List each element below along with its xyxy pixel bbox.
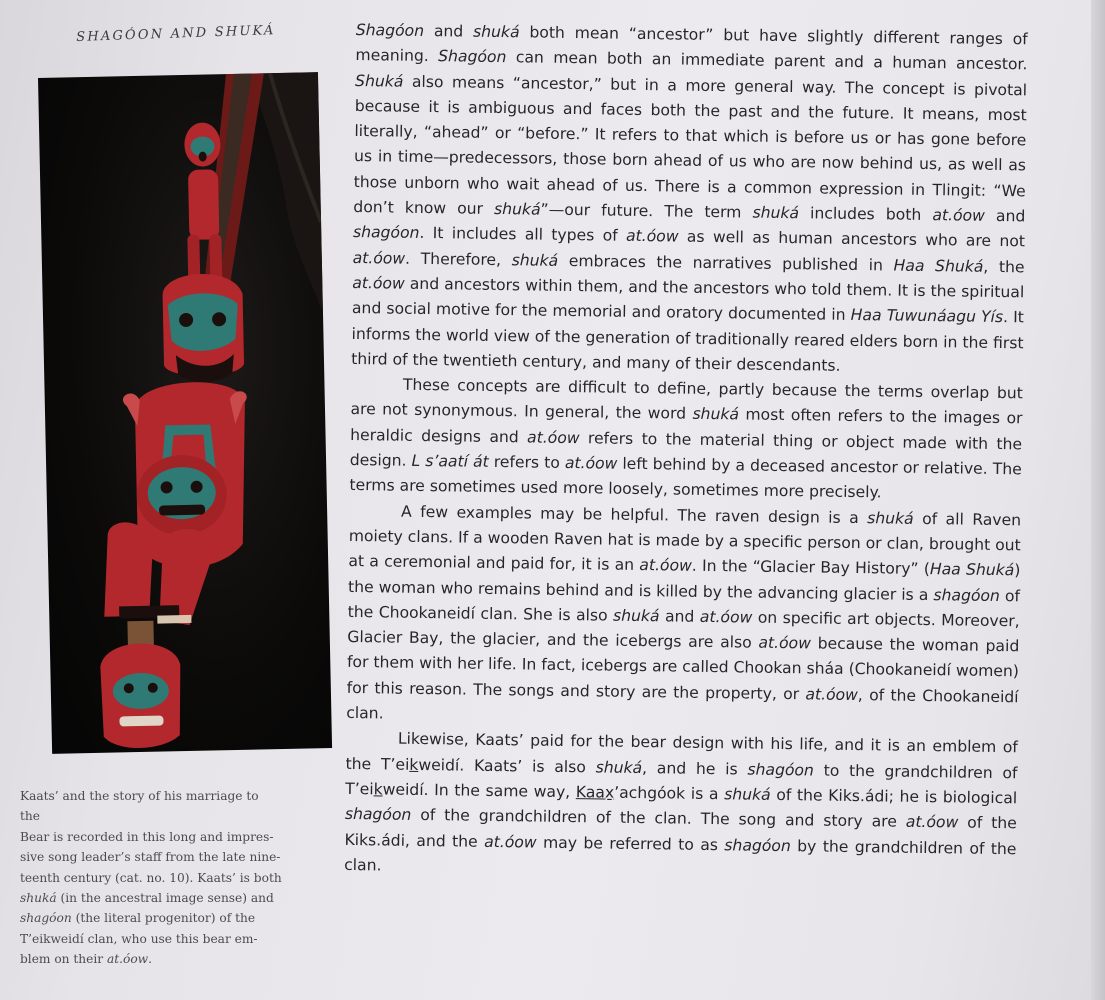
caption-line: (the literal progenitor) of the (71, 911, 256, 926)
lower-carved-head (100, 643, 182, 749)
totem-staff-illustration (38, 72, 332, 754)
book-title: Haa Tuwunáagu Yís (850, 306, 1004, 327)
text-run: can mean both an immediate parent and a human ancestor. (506, 48, 1028, 74)
text-run: may be referred to as (536, 833, 725, 854)
paragraph-4 (344, 726, 1018, 887)
text-run: ) the woman who remains behind and is killed by the advancing glacier is a (347, 561, 1021, 604)
text-run: ’achgóok is a (614, 783, 725, 804)
text-run: , of the Chookaneidí clan. (346, 685, 1019, 723)
term: Shagóon (355, 20, 425, 40)
caption-line: (in the ancestral image sense) and (56, 891, 274, 906)
term: shuká (595, 758, 643, 777)
text-run: . It informs the world view of the generation of traditionally reared elders born in the first third of the twentieth century, and many of their descendants. (351, 308, 1024, 375)
text-run: to the grandchildren of T’ei (345, 761, 1018, 799)
caption-line: Kaats’ and the story of his marriage to the (20, 789, 259, 824)
term: shuká (692, 405, 740, 424)
text-run: and ancestors within them, and the ancestors who told them. It is the spiritual and social motive for the memorial and oratory documented in (351, 274, 1025, 325)
caption-term: shuká (20, 891, 57, 906)
paragraph-3 (346, 499, 1021, 736)
text-run: . Therefore, (404, 249, 512, 269)
text-run: on specific art objects. Moreover, Glacier Bay, the glacier, and the icebergs are also (347, 608, 1020, 652)
term: shagóon (724, 835, 791, 855)
text-run: of the Kiks.ádi; he is biological (770, 785, 1018, 808)
paragraph-1 (351, 18, 1028, 382)
text-run: Likewise, Kaats’ paid for the bear design with his life, and it is an emblem of the T’ei (345, 729, 1019, 774)
term: at.óow (639, 556, 692, 575)
text-run: A few examples may be helpful. The raven design is a (400, 502, 868, 527)
text-run: These concepts are difficult to define, partly because the terms overlap but are not synonymous. In general, the word (350, 375, 1023, 424)
body-text (344, 18, 1028, 887)
term: at.óow (905, 812, 959, 832)
underlined-letter: x̱ (604, 783, 615, 802)
caption-line: . (148, 952, 152, 967)
text-run: ”—our future. The term (540, 200, 753, 222)
term: at.óow (352, 248, 406, 268)
caption-term: at.óow (106, 952, 149, 967)
underlined-letter: k (373, 780, 383, 799)
term: at.óow (625, 227, 679, 246)
book-title: Haa Shuká (893, 256, 984, 276)
term: at.óow (699, 607, 753, 627)
term: shuká (511, 250, 559, 270)
term: L s’aatí át (411, 451, 489, 471)
book-title: Haa Shuká (929, 560, 1015, 580)
term: at.óow (932, 206, 985, 225)
section-heading: SHAGÓON AND SHUKÁ (76, 23, 276, 45)
text-run: of all Raven moiety clans. If a wooden Raven hat is made by a specific person or clan, brought out at a ceremonial and paid for, it is an (348, 509, 1022, 575)
term: at.óow (484, 832, 537, 852)
underlined-letter: K (575, 783, 586, 802)
text-run: includes both (798, 204, 933, 225)
term: shuká (724, 785, 771, 804)
text-run: also means “ancestor,” but in a more general way. The concept is pivotal because it is ambiguous and faces both the past and the future. It means, most literally, “ahead” or “before.” It refers to that which is before us or has gone before us in time—predecessors, those born ahead of us who are now behind us, as well as those unborn who wait ahead of us. There is a common expression in Tlingit: “We don’t know our (353, 72, 1028, 219)
text-run: and (659, 607, 700, 626)
text-run: . In the “Glacier Bay History” ( (691, 556, 931, 579)
small-figure (184, 122, 223, 285)
text-run: because the woman paid for them with her life. In fact, icebergs are called Chookan sháa (Chookaneidí women) for this reason. The songs and story are the property, or (346, 634, 1020, 704)
text-run: , and he is (641, 758, 748, 779)
text-run: refers to (488, 452, 566, 473)
term: at.óow (564, 454, 618, 473)
text-run: embraces the narratives published in (558, 251, 894, 275)
text-run: weidí. In the same way, (382, 780, 576, 802)
term: shagóon (933, 585, 1001, 605)
term: shuká (472, 22, 520, 42)
term: shagóon (344, 805, 412, 825)
text-run: by the grandchildren of the clan. (344, 836, 1017, 875)
underlined-letter: k (409, 755, 419, 774)
underlined-letter: aa (585, 783, 606, 802)
term: shuká (493, 200, 541, 219)
term: shuká (612, 606, 660, 626)
text-run: and (984, 206, 1026, 226)
caption-line: blem on their (20, 952, 107, 967)
text-run: both mean “ancestor” but have slightly different ranges of meaning. (355, 23, 1028, 66)
paragraph-2 (349, 372, 1023, 508)
caption-term: shagóon (20, 911, 72, 926)
term: at.óow (805, 685, 859, 704)
upper-carved-head (162, 273, 244, 383)
text-run: and (423, 21, 474, 41)
term: shagóon (352, 223, 420, 243)
caption-line: Bear is recorded in this long and impres- (20, 829, 274, 844)
text-run: refers to the material thing or object made with the design. (349, 428, 1023, 470)
text-run: as well as human ancestors who are not (678, 227, 1026, 251)
caption-line: T’eikweidí clan, who use this bear em- (20, 931, 258, 946)
text-run: of the Kiks.ádi, and the (344, 813, 1017, 851)
term: at.óow (526, 428, 580, 447)
term: shuká (867, 508, 914, 528)
text-run: left behind by a deceased ancestor or relative. The terms are sometimes used more loosely, sometimes more precisely. (349, 454, 1022, 502)
text-run: . It includes all types of (419, 224, 627, 246)
photo-caption (20, 786, 282, 970)
term: at.óow (352, 273, 405, 293)
totem-staff-photo (38, 72, 332, 754)
text-run: weidí. Kaats’ is also (418, 755, 596, 777)
term: shuká (752, 203, 800, 223)
text-run: , the (983, 257, 1025, 277)
caption-line: teenth century (cat. no. 10). Kaats’ is both (20, 870, 282, 885)
page-edge (1091, 0, 1105, 1000)
term: Shagóon (438, 47, 507, 67)
term: Shuká (355, 71, 404, 91)
term: at.óow (758, 633, 812, 653)
caption-line: sive song leader’s staff from the late nine- (20, 850, 281, 865)
text-run: of the grandchildren of the clan. The song and story are (411, 806, 906, 831)
term: shagóon (747, 760, 815, 780)
text-run: of the Chookaneidí clan. She is also (347, 586, 1021, 625)
text-run: most often refers to the images or heraldic designs and (350, 405, 1023, 447)
